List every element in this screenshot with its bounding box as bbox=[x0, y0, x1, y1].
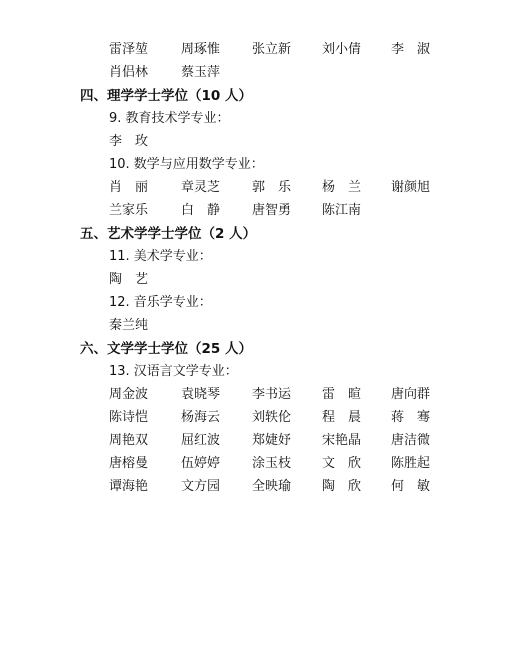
degree-section-heading-row bbox=[0, 86, 531, 106]
major-title: 12. 音乐学专业： bbox=[109, 295, 212, 310]
student-name: 周琢惟 bbox=[181, 42, 221, 57]
student-name: 刘轶伦 bbox=[252, 410, 292, 425]
name-row bbox=[0, 270, 531, 290]
student-name: 李 玫 bbox=[109, 134, 149, 149]
major-title: 10. 数学与应用数学专业： bbox=[109, 157, 264, 172]
student-name: 郑婕妤 bbox=[252, 433, 292, 448]
student-name: 程 晨 bbox=[322, 410, 362, 425]
student-name: 刘小倩 bbox=[322, 42, 362, 57]
student-name: 全映瑜 bbox=[252, 479, 292, 494]
student-name: 郭 乐 bbox=[252, 180, 292, 195]
major-title: 11. 美术学专业： bbox=[109, 249, 212, 264]
student-name: 袁晓琴 bbox=[181, 387, 221, 402]
student-name: 唐洁微 bbox=[391, 433, 431, 448]
name-row bbox=[0, 132, 531, 152]
student-name: 陶 艺 bbox=[109, 272, 149, 287]
name-row bbox=[0, 316, 531, 336]
student-name: 伍婷婷 bbox=[181, 456, 221, 471]
student-name: 唐智勇 bbox=[252, 203, 292, 218]
student-name: 杨 兰 bbox=[322, 180, 362, 195]
student-name: 肖侣林 bbox=[109, 65, 149, 80]
name-row bbox=[0, 454, 531, 474]
name-row bbox=[0, 201, 531, 221]
student-name: 文 欣 bbox=[322, 456, 362, 471]
student-name: 肖 丽 bbox=[109, 180, 149, 195]
name-row bbox=[0, 477, 531, 497]
major-title: 9. 教育技术学专业： bbox=[109, 111, 230, 126]
major-row bbox=[0, 109, 531, 129]
student-name: 张立新 bbox=[252, 42, 292, 57]
student-name: 唐向群 bbox=[391, 387, 431, 402]
student-name: 秦兰纯 bbox=[109, 318, 149, 333]
student-name: 白 静 bbox=[181, 203, 221, 218]
major-row bbox=[0, 362, 531, 382]
student-name: 宋艳晶 bbox=[322, 433, 362, 448]
degree-section-heading-row bbox=[0, 224, 531, 244]
student-name: 陈诗恺 bbox=[109, 410, 149, 425]
student-name: 杨海云 bbox=[181, 410, 221, 425]
student-name: 何 敏 bbox=[391, 479, 431, 494]
degree-section-heading: 六、文学学士学位（25 人） bbox=[80, 341, 252, 357]
student-name: 章灵芝 bbox=[181, 180, 221, 195]
name-row bbox=[0, 63, 531, 83]
student-name: 唐榕曼 bbox=[109, 456, 149, 471]
name-row bbox=[0, 431, 531, 451]
degree-section-heading: 五、艺术学学士学位（2 人） bbox=[80, 226, 257, 242]
student-name: 蔡玉萍 bbox=[181, 65, 221, 80]
student-name: 陶 欣 bbox=[322, 479, 362, 494]
degree-section-heading-row bbox=[0, 339, 531, 359]
degree-section-heading: 四、理学学士学位（10 人） bbox=[80, 88, 252, 104]
name-row bbox=[0, 40, 531, 60]
student-name: 雷泽堃 bbox=[109, 42, 149, 57]
major-row bbox=[0, 155, 531, 175]
name-row bbox=[0, 385, 531, 405]
student-name: 李书运 bbox=[252, 387, 292, 402]
student-name: 周金波 bbox=[109, 387, 149, 402]
name-row bbox=[0, 178, 531, 198]
major-row bbox=[0, 247, 531, 267]
student-name: 兰家乐 bbox=[109, 203, 149, 218]
student-name: 李 淑 bbox=[391, 42, 431, 57]
student-name: 陈江南 bbox=[322, 203, 362, 218]
student-name: 雷 暄 bbox=[322, 387, 362, 402]
student-name: 谢颜旭 bbox=[391, 180, 431, 195]
major-title: 13. 汉语言文学专业： bbox=[109, 364, 238, 379]
student-name: 周艳双 bbox=[109, 433, 149, 448]
student-name: 谭海艳 bbox=[109, 479, 149, 494]
student-name: 涂玉枝 bbox=[252, 456, 292, 471]
major-row bbox=[0, 293, 531, 313]
student-name: 蒋 骞 bbox=[391, 410, 431, 425]
name-row bbox=[0, 408, 531, 428]
student-name: 屈红波 bbox=[181, 433, 221, 448]
student-name: 文方园 bbox=[181, 479, 221, 494]
student-name: 陈胜起 bbox=[391, 456, 431, 471]
